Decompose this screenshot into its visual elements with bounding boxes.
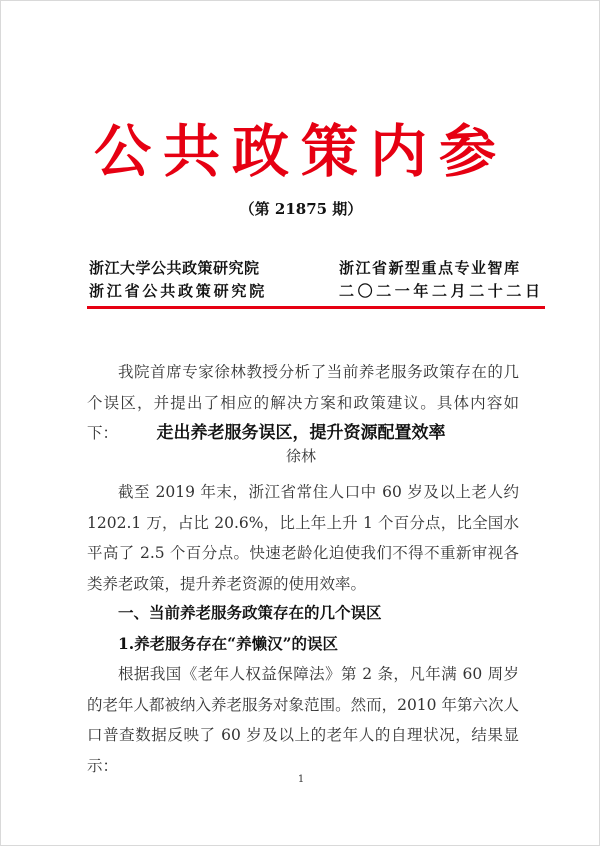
body-paragraph-2: 根据我国《老年人权益保障法》第 2 条，凡年满 60 周岁的老年人都被纳入养老服务对象范围。然而，2010 年第六次人口普查数据反映了 60 岁及以上的老年人的自理状况，结果显示： (87, 665, 519, 775)
publisher-line-2: 浙江省公共政策研究院 (89, 282, 268, 300)
header-divider (87, 306, 545, 309)
section-heading: 一、当前养老服务政策存在的几个误区 (118, 603, 382, 622)
article-title: 走出养老服务误区，提升资源配置效率 (156, 423, 446, 443)
subsection-heading: 1.养老服务存在“养懒汉”的误区 (118, 634, 339, 653)
article-author: 徐林 (285, 447, 316, 465)
masthead-title: 公共政策内参 (94, 118, 508, 185)
page-number: 1 (297, 774, 305, 785)
publisher-line-1: 浙江大学公共政策研究院 (89, 259, 260, 277)
think-tank-label: 浙江省新型重点专业智库 (339, 259, 521, 277)
body-paragraph-1: 截至 2019 年末，浙江省常住人口中 60 岁及以上老人约 1202.1 万，占比 20.6%，比上年上升 1 个百分点，比全国水平高了 2.5 个百分点。快速老龄化迫使我们不得不重新审视各类养老政策，提升养老资源的使用效率。 (87, 483, 519, 593)
publication-date: 二〇二一年二月二十二日 (339, 282, 544, 300)
intro-paragraph: 我院首席专家徐林教授分析了当前养老服务政策存在的几个误区，并提出了相应的解决方案和政策建议。具体内容如下： (87, 363, 519, 442)
issue-number: （第 21875 期） (239, 200, 363, 218)
